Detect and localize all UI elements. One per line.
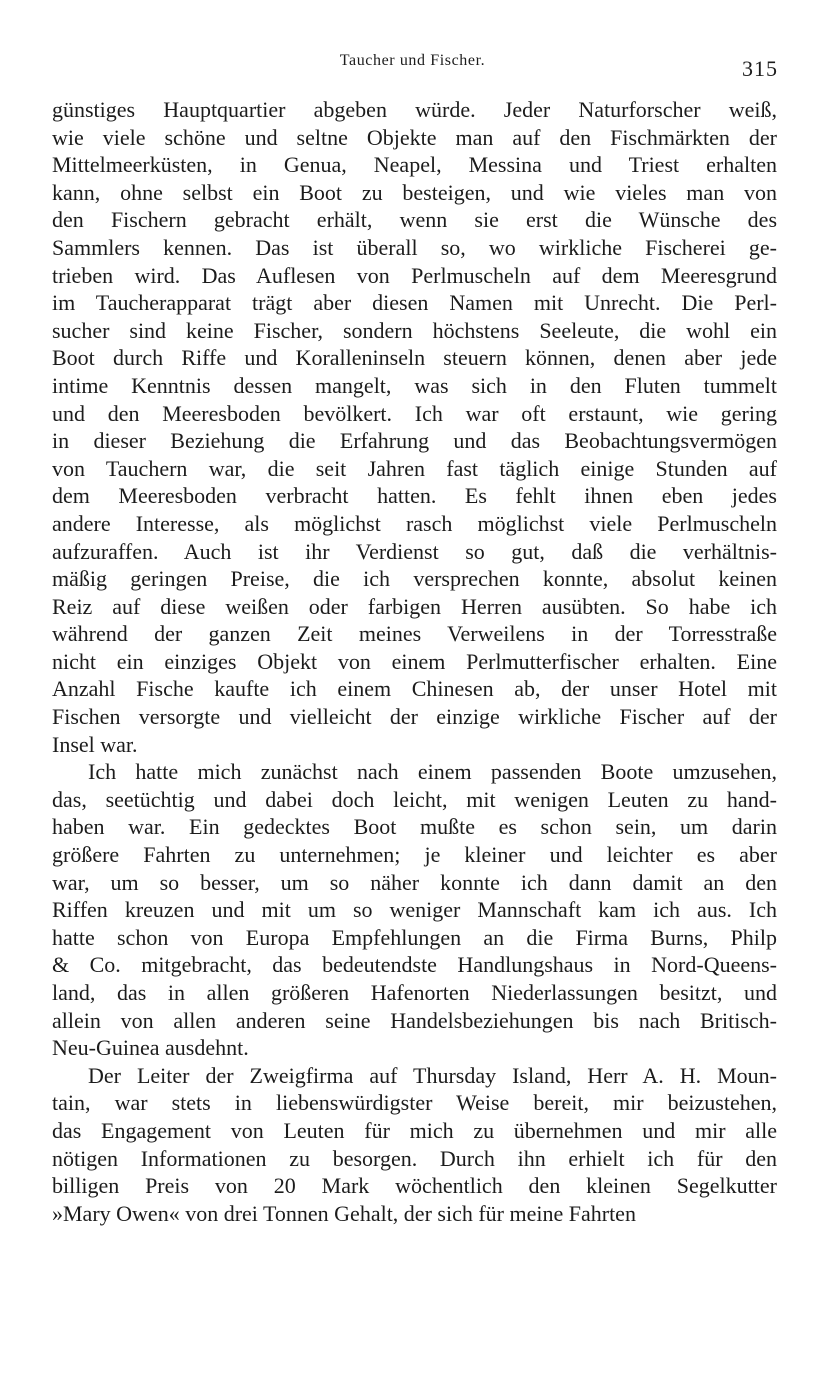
text-line: Boot durch Riffe und Koralleninseln steuern können, denen aber jede [52,345,777,371]
text-line: hatte schon von Europa Empfehlungen an die Firma Burns, Philp [52,924,777,950]
text-line: haben war. Ein gedecktes Boot mußte es schon sein, um darin [52,814,777,840]
text-line: aufzuraffen. Auch ist ihr Verdienst so gut, daß die verhältnis- [52,538,777,564]
text-line: kann, ohne selbst ein Boot zu besteigen, und wie vieles man von [52,179,777,205]
paragraph [52,96,777,758]
text-line: Neu-Guinea ausdehnt. [52,1035,249,1061]
text-line: nicht ein einziges Objekt von einem Perlmutterfischer erhalten. Eine [52,648,777,674]
text-line: in dieser Beziehung die Erfahrung und das Beobachtungsvermögen [52,428,777,454]
text-line: allein von allen anderen seine Handelsbeziehungen bis nach Britisch- [52,1007,777,1033]
text-line: war, um so besser, um so näher konnte ich dann damit an den [52,869,777,895]
text-line: Anzahl Fische kaufte ich einem Chinesen ab, der unser Hotel mit [52,676,777,702]
text-line: günstiges Hauptquartier abgeben würde. Jeder Naturforscher weiß, [52,97,777,122]
text-line: wie viele schöne und seltne Objekte man auf den Fischmärkten der [52,124,777,150]
text-line: intime Kenntnis dessen mangelt, was sich in den Fluten tummelt [52,372,777,398]
text-line: land, das in allen größeren Hafenorten Niederlassungen besitzt, und [52,980,777,1005]
text-line: und den Meeresboden bevölkert. Ich war oft erstaunt, wie gering [52,400,777,426]
paragraph [52,1062,777,1228]
text-line: billigen Preis von 20 Mark wöchentlich den kleinen Segelkutter [52,1173,777,1199]
running-header [0,48,825,84]
text-line: den Fischern gebracht erhält, wenn sie erst die Wünsche des [52,207,777,233]
body-text [52,96,777,1227]
text-line: dem Meeresboden verbracht hatten. Es fehlt ihnen eben jedes [52,483,777,509]
text-line: Mittelmeerküsten, in Genua, Neapel, Messina und Triest erhalten [52,152,777,178]
text-line: Riffen kreuzen und mit um so weniger Mannschaft kam ich aus. Ich [52,897,777,923]
paragraph [52,758,777,1062]
text-line: trieben wird. Das Auflesen von Perlmuscheln auf dem Meeresgrund [52,262,777,288]
text-line: Fischen versorgte und vielleicht der einzige wirkliche Fischer auf der [52,704,777,730]
text-line: Reiz auf diese weißen oder farbigen Herren ausübten. So habe ich [52,593,777,619]
text-line: größere Fahrten zu unternehmen; je kleiner und leichter es aber [52,842,777,868]
text-line: während der ganzen Zeit meines Verweilens in der Torresstraße [52,621,777,647]
page-number: 315 [742,56,778,81]
text-line: andere Interesse, als möglichst rasch möglichst viele Perlmuscheln [52,510,777,536]
text-line: tain, war stets in liebenswürdigster Weise bereit, mir beizustehen, [52,1090,777,1116]
text-line: Ich hatte mich zunächst nach einem passenden Boote umzusehen, [88,759,777,785]
text-line: von Tauchern war, die seit Jahren fast täglich einige Stunden auf [52,455,777,481]
running-title: Taucher und Fischer. [339,52,486,69]
text-line: das Engagement von Leuten für mich zu übernehmen und mir alle [52,1117,777,1143]
text-line: im Taucherapparat trägt aber diesen Namen mit Unrecht. Die Perl- [52,290,777,316]
text-line: »Mary Owen« von drei Tonnen Gehalt, der sich für meine Fahrten [52,1200,636,1226]
text-line: Insel war. [52,731,138,757]
text-line: sucher sind keine Fischer, sondern höchstens Seeleute, die wohl ein [52,317,777,343]
text-line: & Co. mitgebracht, das bedeutendste Handlungshaus in Nord-Queens- [52,952,777,978]
text-line: Sammlers kennen. Das ist überall so, wo wirkliche Fischerei ge- [52,234,777,260]
text-line: mäßig geringen Preise, die ich versprechen konnte, absolut keinen [52,566,777,592]
text-line: nötigen Informationen zu besorgen. Durch ihn erhielt ich für den [52,1145,777,1171]
text-line: das, seetüchtig und dabei doch leicht, mit wenigen Leuten zu hand- [52,786,777,812]
text-line: Der Leiter der Zweigfirma auf Thursday Island, Herr A. H. Moun- [88,1062,777,1088]
